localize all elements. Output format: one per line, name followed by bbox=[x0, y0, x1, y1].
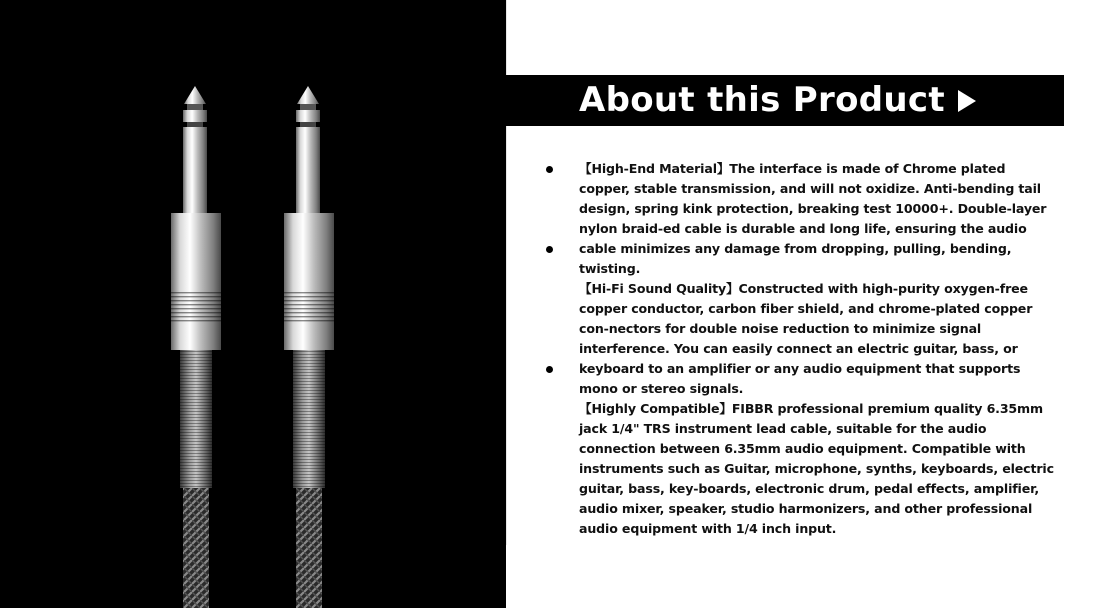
feature-highly-compatible: 【Highly Compatible】FIBBR professional premium quality 6.35mm jack 1/4" TRS instrument lead cable, suitable for the audio connection between 6.35mm audio equipment. Compatible with instruments such as Guitar, microphone, synths, keyboards, electric guitar, bass, key-boards, electronic drum, pedal effects, amplifier, audio mixer, speaker, studio harmonizers, and other professional audio equipment with 1/4 inch input. bbox=[579, 401, 1054, 536]
bullet-icon bbox=[546, 366, 553, 373]
cable-jack-left bbox=[171, 86, 221, 608]
bullet-icon bbox=[546, 166, 553, 173]
feature-high-end-material: 【High-End Material】The interface is made of Chrome plated copper, stable transmission, and will not oxidize. Anti-bending tail design, spring kink protection, breaking test 10000+. Double-layer nylon braid-ed cable is durable and long life, ensuring the audio cable minimizes any damage from dropping, pulling, bending, twisting. bbox=[579, 161, 1047, 276]
section-header bbox=[506, 75, 1064, 126]
feature-hifi-sound-quality: 【Hi-Fi Sound Quality】Constructed with high-purity oxygen-free copper conductor, carbon fiber shield, and chrome-plated copper con-nectors for double noise reduction to minimize signal interference. You can easily connect an electric guitar, bass, or keyboard to an amplifier or any audio equipment that supports mono or stereo signals. bbox=[579, 281, 1033, 396]
section-title: About this Product bbox=[579, 80, 945, 120]
audio-cable-jack-icon bbox=[0, 0, 506, 608]
cable-jack-right bbox=[284, 86, 334, 608]
product-image-panel bbox=[0, 0, 506, 608]
play-arrow-icon bbox=[958, 90, 976, 112]
bullet-icon bbox=[546, 246, 553, 253]
